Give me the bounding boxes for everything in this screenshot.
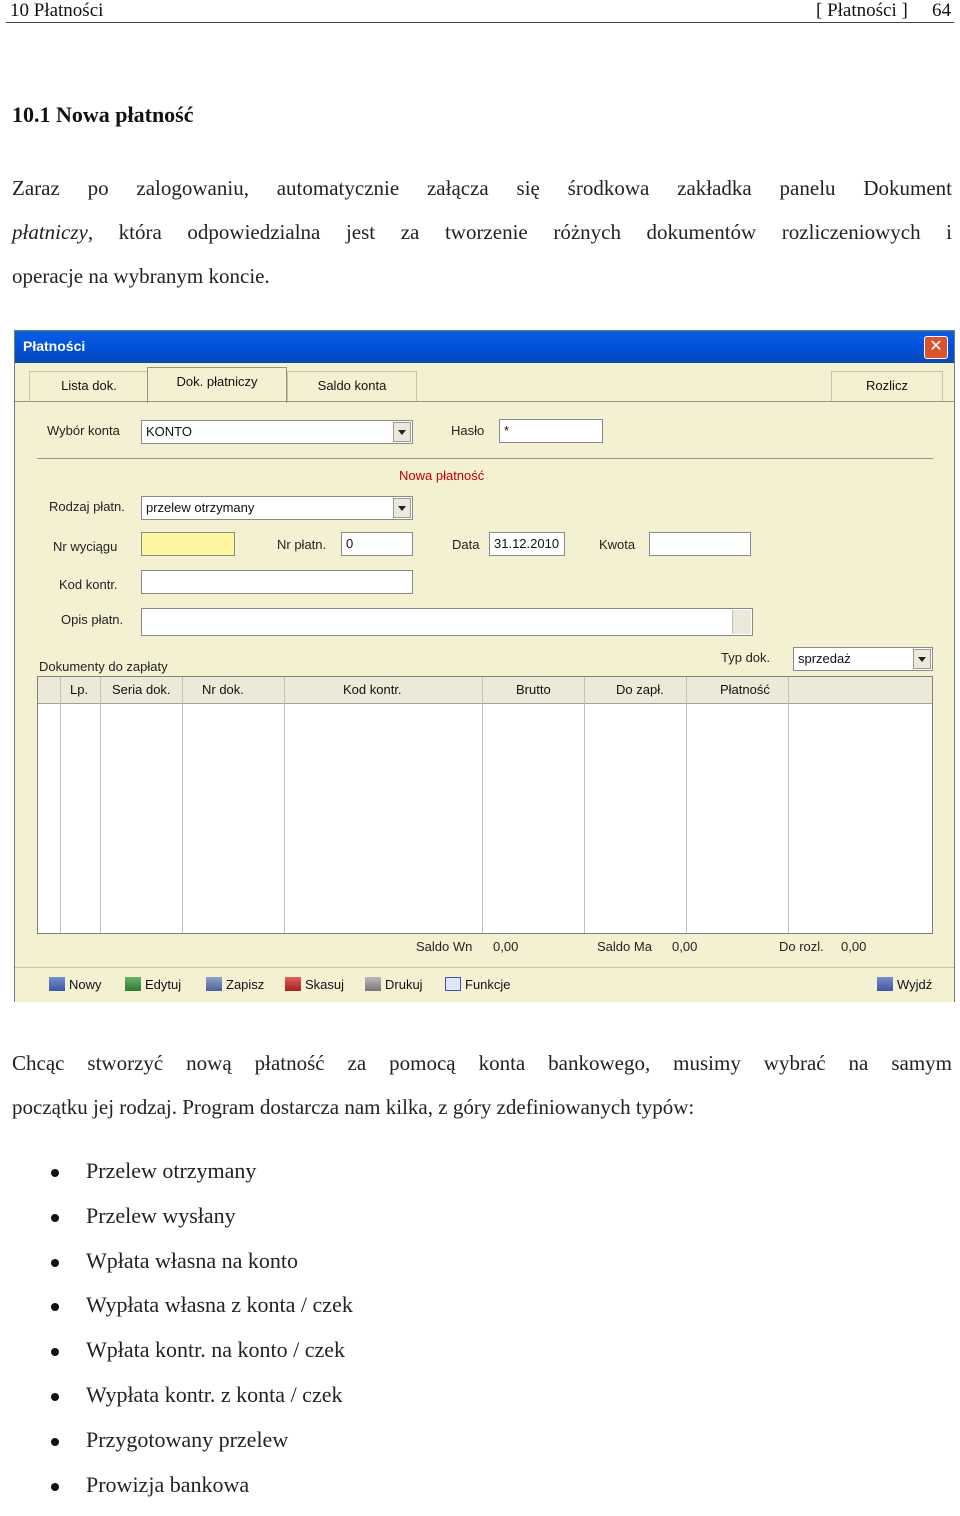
chapter-title: 10 Płatności [10,0,104,21]
edit-icon [125,977,141,991]
konto-value: KONTO [146,424,192,439]
opis-field[interactable] [141,608,753,636]
grid-header [38,677,932,704]
close-button[interactable]: ✕ [924,336,948,359]
wyjdz-label: Wyjdź [897,977,933,992]
list-item: Prowizja bankowa [40,1472,353,1516]
section-heading: 10.1 Nowa płatność [12,102,194,127]
rodzaj-value: przelew otrzymany [146,500,255,515]
list-item: Wpłata własna na konto [40,1248,353,1293]
nowy-label: Nowy [69,977,102,992]
intro-paragraph [12,166,952,298]
list-item: Przelew otrzymany [40,1158,353,1203]
col-seria[interactable]: Seria dok. [112,682,171,697]
scrollbar[interactable] [732,610,751,634]
grid-column-line [482,677,483,933]
save-icon [206,977,222,991]
intro-line [12,210,952,254]
payments-window [14,330,955,1002]
exit-icon [877,977,893,991]
page-number: 64 [932,0,951,21]
page-header [10,0,954,22]
kwota-label: Kwota [599,537,636,552]
grid-column-line [182,677,183,933]
list-item: Wypłata własna z konta / czek [40,1292,353,1337]
dokumenty-label: Dokumenty do zapłaty [39,659,168,674]
skasuj-label: Skasuj [305,977,345,992]
zapisz-label: Zapisz [226,977,265,992]
section-title: [ Płatności ] [816,0,908,21]
col-platnosc[interactable]: Płatność [720,682,770,697]
grid-column-line [60,677,61,933]
edytuj-button[interactable] [125,977,181,992]
edytuj-label: Edytuj [145,977,182,992]
tab-dok-platniczy[interactable]: Dok. płatniczy [147,367,287,403]
list-item: Przelew wysłany [40,1203,353,1248]
intro-line-rest: , która odpowiedzialna jest za tworzenie różnych dokumentów rozliczeniowych i [87,220,952,244]
zapisz-button[interactable] [206,977,264,992]
saldo-wn-label: Saldo Wn [416,939,473,954]
payment-types-list [40,1158,353,1516]
action-toolbar [15,967,954,1002]
list-item: Wpłata kontr. na konto / czek [40,1337,353,1382]
intro-line: Zaraz po zalogowaniu, automatycznie załącza się środkowa zakładka panelu Dokument [12,176,952,200]
col-brutto[interactable]: Brutto [516,682,551,697]
grid-column-line [686,677,687,933]
chevron-down-icon[interactable] [393,498,411,518]
print-icon [365,977,381,991]
do-rozl-value: 0,00 [841,939,867,954]
types-intro-line: Chcąc stworzyć nową płatność za pomocą konta bankowego, musimy wybrać na samym [12,1051,952,1075]
col-nr-dok[interactable]: Nr dok. [202,682,244,697]
col-do-zapl[interactable]: Do zapł. [616,682,664,697]
nr-platn-label: Nr płatn. [277,537,327,552]
skasuj-button[interactable] [285,977,344,992]
haslo-label: Hasło [451,423,485,438]
rodzaj-label: Rodzaj płatn. [49,499,125,514]
saldo-wn-value: 0,00 [493,939,519,954]
chevron-down-icon[interactable] [913,649,931,669]
new-icon [49,977,65,991]
function-icon [445,977,461,991]
tab-saldo-konta[interactable]: Saldo konta [287,371,417,401]
new-payment-title: Nowa płatność [399,468,485,483]
chevron-down-icon[interactable] [393,422,411,442]
types-intro-line: początku jej rodzaj. Program dostarcza nam kilka, z góry zdefiniowanych typów: [12,1095,695,1119]
opis-label: Opis płatn. [61,612,124,627]
funkcje-button[interactable] [445,977,511,992]
drukuj-button[interactable] [365,977,423,992]
rozlicz-button[interactable]: Rozlicz [831,371,943,401]
nr-platn-field[interactable]: 0 [341,532,413,556]
nr-wyciagu-field[interactable] [141,532,235,556]
col-kod-kontr[interactable]: Kod kontr. [343,682,402,697]
typ-dok-label: Typ dok. [721,650,771,665]
kod-kontr-field[interactable] [141,570,413,594]
list-item: Wypłata kontr. z konta / czek [40,1382,353,1427]
intro-line: operacje na wybranym koncie. [12,264,270,288]
tab-lista-dok[interactable]: Lista dok. [29,371,149,401]
saldo-ma-value: 0,00 [672,939,698,954]
haslo-field[interactable]: * [499,419,603,443]
nowy-button[interactable] [49,977,102,992]
typ-dok-value: sprzedaż [798,651,851,666]
do-rozl-label: Do rozl. [779,939,824,954]
grid-column-line [284,677,285,933]
window-title: Płatności [23,338,86,354]
col-lp[interactable]: Lp. [70,682,89,697]
grid-column-line [788,677,789,933]
documents-grid[interactable] [37,676,933,934]
nr-wyciagu-label: Nr wyciągu [53,539,118,554]
konto-select[interactable] [141,420,413,444]
drukuj-label: Drukuj [385,977,423,992]
kwota-field[interactable] [649,532,751,556]
funkcje-label: Funkcje [465,977,511,992]
typ-dok-select[interactable] [793,647,933,671]
intro-italic: płatniczy [12,220,88,244]
delete-icon [285,977,301,991]
types-intro-paragraph [12,1041,952,1129]
list-item: Przygotowany przelew [40,1427,353,1472]
data-field[interactable]: 31.12.2010 [489,532,565,556]
konto-label: Wybór konta [47,423,120,438]
grid-column-line [584,677,585,933]
wyjdz-button[interactable] [877,977,932,992]
saldo-ma-label: Saldo Ma [597,939,652,954]
data-label: Data [452,537,480,552]
grid-column-line [100,677,101,933]
header-divider [6,22,954,23]
window-titlebar [15,331,954,363]
kod-kontr-label: Kod kontr. [59,577,118,592]
tab-bar [15,363,954,403]
tab-divider [15,401,954,402]
rodzaj-select[interactable] [141,496,413,520]
form-divider [37,458,933,459]
